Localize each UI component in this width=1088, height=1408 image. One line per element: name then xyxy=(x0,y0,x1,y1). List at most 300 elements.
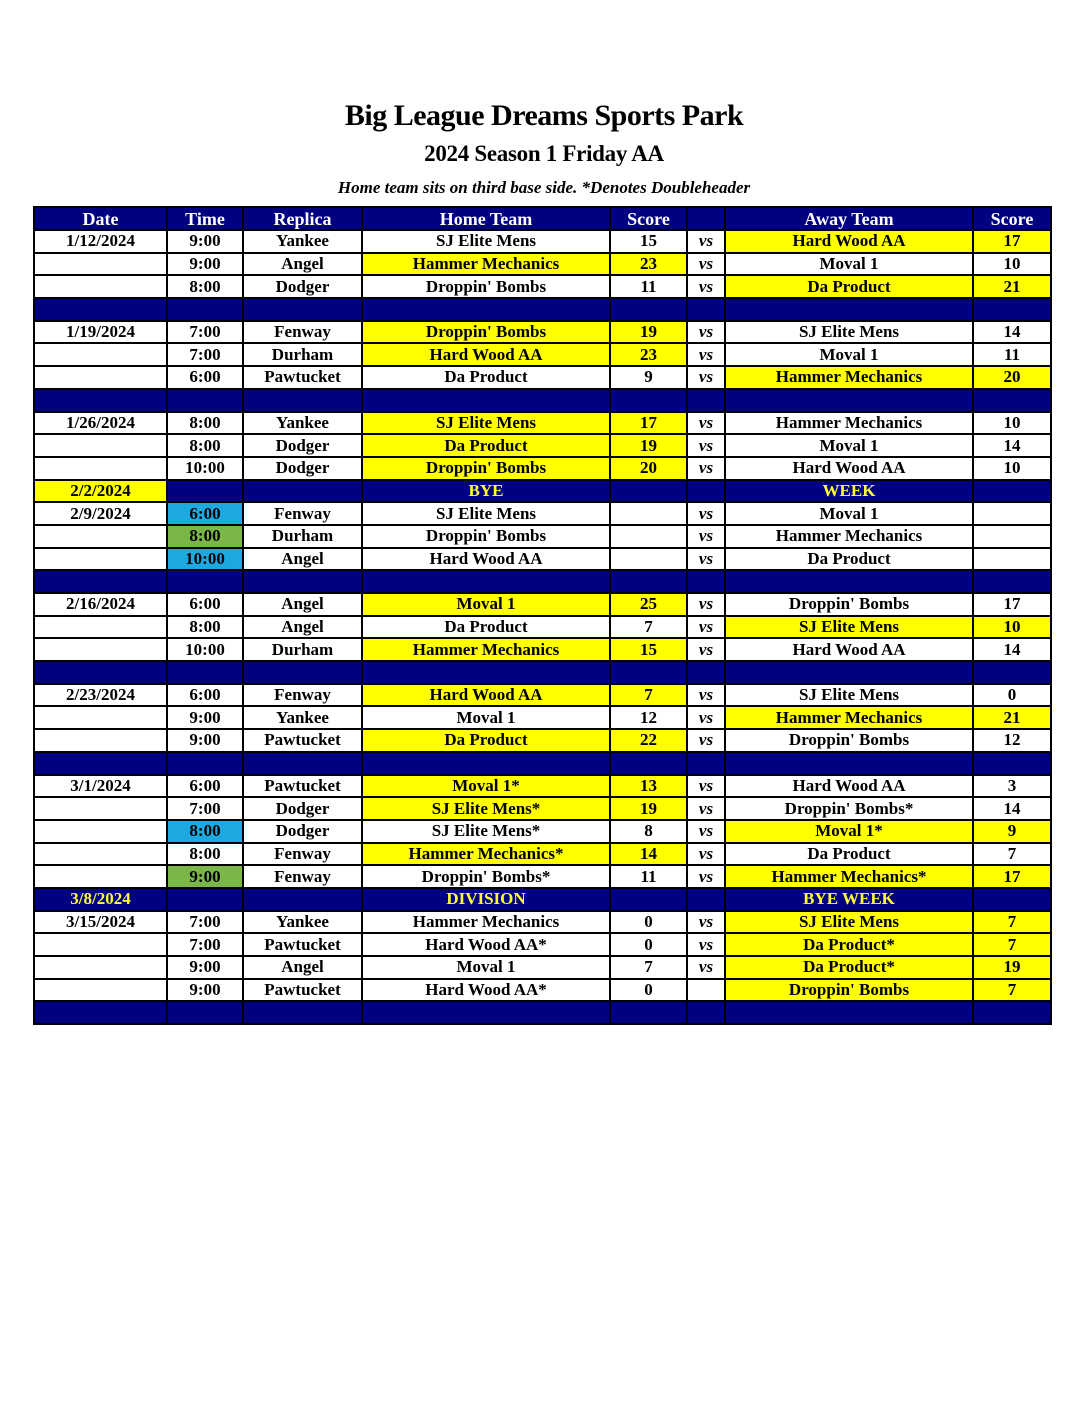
vs-cell: vs xyxy=(687,457,725,480)
date-cell xyxy=(34,253,167,276)
home-team-cell: Da Product xyxy=(362,729,610,752)
home-score-cell xyxy=(610,502,687,525)
separator-cell xyxy=(610,661,687,684)
game-row xyxy=(34,956,1051,979)
date-cell xyxy=(34,457,167,480)
home-score-cell: 19 xyxy=(610,321,687,344)
separator-cell xyxy=(725,661,973,684)
away-team-cell: Da Product xyxy=(725,275,973,298)
away-score-cell: 10 xyxy=(973,253,1051,276)
date-cell xyxy=(34,616,167,639)
home-score-cell: 11 xyxy=(610,275,687,298)
empty-cell xyxy=(687,888,725,911)
date-cell xyxy=(34,797,167,820)
away-team-cell: Hammer Mechanics* xyxy=(725,865,973,888)
away-team-cell: Droppin' Bombs xyxy=(725,979,973,1002)
col-header-date: Date xyxy=(34,207,167,230)
separator-cell xyxy=(362,1001,610,1024)
empty-cell xyxy=(167,888,243,911)
time-cell: 10:00 xyxy=(167,638,243,661)
empty-cell xyxy=(167,480,243,503)
away-team-cell: Da Product* xyxy=(725,933,973,956)
replica-cell: Durham xyxy=(243,343,362,366)
schedule-table xyxy=(33,206,1052,1025)
away-score-cell: 7 xyxy=(973,979,1051,1002)
separator-cell xyxy=(243,570,362,593)
bye-week-row xyxy=(34,888,1051,911)
time-cell: 8:00 xyxy=(167,843,243,866)
vs-cell: vs xyxy=(687,434,725,457)
date-cell: 1/12/2024 xyxy=(34,230,167,253)
game-row xyxy=(34,253,1051,276)
separator-cell xyxy=(725,570,973,593)
empty-cell xyxy=(610,888,687,911)
col-header-time: Time xyxy=(167,207,243,230)
replica-cell: Yankee xyxy=(243,412,362,435)
home-team-cell: SJ Elite Mens* xyxy=(362,797,610,820)
time-cell: 8:00 xyxy=(167,820,243,843)
game-row xyxy=(34,593,1051,616)
separator-cell xyxy=(362,298,610,321)
separator-cell xyxy=(362,661,610,684)
home-team-cell: Droppin' Bombs xyxy=(362,321,610,344)
away-score-cell: 10 xyxy=(973,616,1051,639)
away-team-cell: Moval 1* xyxy=(725,820,973,843)
separator-cell xyxy=(167,752,243,775)
week-separator-row xyxy=(34,389,1051,412)
away-score-cell: 7 xyxy=(973,843,1051,866)
replica-cell: Dodger xyxy=(243,434,362,457)
bye-week-row xyxy=(34,480,1051,503)
home-score-cell: 13 xyxy=(610,775,687,798)
replica-cell: Fenway xyxy=(243,843,362,866)
home-team-cell: Droppin' Bombs xyxy=(362,457,610,480)
home-team-cell: Hammer Mechanics* xyxy=(362,843,610,866)
away-score-cell xyxy=(973,502,1051,525)
away-score-cell: 7 xyxy=(973,933,1051,956)
date-cell xyxy=(34,933,167,956)
empty-cell xyxy=(243,480,362,503)
separator-cell xyxy=(34,752,167,775)
separator-cell xyxy=(610,389,687,412)
away-score-cell xyxy=(973,548,1051,571)
game-row xyxy=(34,275,1051,298)
vs-cell: vs xyxy=(687,275,725,298)
separator-cell xyxy=(610,570,687,593)
away-score-cell: 9 xyxy=(973,820,1051,843)
game-row xyxy=(34,457,1051,480)
away-score-cell: 3 xyxy=(973,775,1051,798)
game-row xyxy=(34,412,1051,435)
replica-cell: Fenway xyxy=(243,321,362,344)
away-score-cell: 10 xyxy=(973,412,1051,435)
time-cell: 8:00 xyxy=(167,412,243,435)
away-team-cell: Hammer Mechanics xyxy=(725,525,973,548)
bye-label-home: DIVISION xyxy=(362,888,610,911)
away-team-cell: Moval 1 xyxy=(725,434,973,457)
replica-cell: Pawtucket xyxy=(243,729,362,752)
separator-cell xyxy=(34,1001,167,1024)
home-team-cell: Droppin' Bombs xyxy=(362,275,610,298)
vs-cell: vs xyxy=(687,230,725,253)
separator-cell xyxy=(687,570,725,593)
home-team-cell: SJ Elite Mens xyxy=(362,412,610,435)
vs-cell: vs xyxy=(687,911,725,934)
away-team-cell: SJ Elite Mens xyxy=(725,616,973,639)
replica-cell: Yankee xyxy=(243,706,362,729)
game-row xyxy=(34,729,1051,752)
date-cell xyxy=(34,548,167,571)
away-score-cell: 12 xyxy=(973,729,1051,752)
replica-cell: Yankee xyxy=(243,911,362,934)
replica-cell: Fenway xyxy=(243,865,362,888)
home-score-cell xyxy=(610,525,687,548)
home-team-cell: Moval 1* xyxy=(362,775,610,798)
col-header-away-team: Away Team xyxy=(725,207,973,230)
date-cell xyxy=(34,343,167,366)
separator-cell xyxy=(687,661,725,684)
replica-cell: Yankee xyxy=(243,230,362,253)
time-cell: 7:00 xyxy=(167,797,243,820)
home-score-cell: 8 xyxy=(610,820,687,843)
home-score-cell: 15 xyxy=(610,638,687,661)
game-row xyxy=(34,775,1051,798)
date-cell xyxy=(34,366,167,389)
separator-cell xyxy=(687,752,725,775)
away-team-cell: Da Product xyxy=(725,843,973,866)
home-score-cell: 7 xyxy=(610,956,687,979)
home-team-cell: Hard Wood AA xyxy=(362,343,610,366)
date-cell: 2/9/2024 xyxy=(34,502,167,525)
col-header-vs xyxy=(687,207,725,230)
home-team-cell: Hard Wood AA xyxy=(362,548,610,571)
home-score-cell: 23 xyxy=(610,253,687,276)
time-cell: 9:00 xyxy=(167,956,243,979)
replica-cell: Durham xyxy=(243,525,362,548)
home-score-cell: 19 xyxy=(610,797,687,820)
date-cell xyxy=(34,525,167,548)
home-score-cell: 0 xyxy=(610,933,687,956)
home-score-cell: 19 xyxy=(610,434,687,457)
home-score-cell: 7 xyxy=(610,616,687,639)
separator-cell xyxy=(362,570,610,593)
vs-cell: vs xyxy=(687,706,725,729)
game-row xyxy=(34,820,1051,843)
separator-cell xyxy=(362,752,610,775)
week-separator-row xyxy=(34,752,1051,775)
date-cell xyxy=(34,956,167,979)
home-score-cell: 7 xyxy=(610,684,687,707)
home-team-cell: Hammer Mechanics xyxy=(362,253,610,276)
vs-cell: vs xyxy=(687,616,725,639)
empty-cell xyxy=(687,480,725,503)
away-score-cell: 17 xyxy=(973,230,1051,253)
separator-cell xyxy=(973,570,1051,593)
game-row xyxy=(34,933,1051,956)
game-row xyxy=(34,502,1051,525)
home-score-cell: 0 xyxy=(610,979,687,1002)
separator-cell xyxy=(34,389,167,412)
separator-cell xyxy=(610,752,687,775)
game-row xyxy=(34,797,1051,820)
away-team-cell: Moval 1 xyxy=(725,343,973,366)
replica-cell: Dodger xyxy=(243,457,362,480)
time-cell: 6:00 xyxy=(167,502,243,525)
time-cell: 7:00 xyxy=(167,933,243,956)
game-row xyxy=(34,434,1051,457)
col-header-replica: Replica xyxy=(243,207,362,230)
away-team-cell: SJ Elite Mens xyxy=(725,911,973,934)
date-cell xyxy=(34,820,167,843)
col-header-home-score: Score xyxy=(610,207,687,230)
away-score-cell: 11 xyxy=(973,343,1051,366)
separator-cell xyxy=(167,570,243,593)
separator-cell xyxy=(973,389,1051,412)
replica-cell: Pawtucket xyxy=(243,366,362,389)
date-cell xyxy=(34,706,167,729)
time-cell: 6:00 xyxy=(167,366,243,389)
replica-cell: Angel xyxy=(243,956,362,979)
home-score-cell xyxy=(610,548,687,571)
time-cell: 7:00 xyxy=(167,911,243,934)
separator-cell xyxy=(725,1001,973,1024)
game-row xyxy=(34,638,1051,661)
home-score-cell: 11 xyxy=(610,865,687,888)
home-score-cell: 22 xyxy=(610,729,687,752)
vs-cell: vs xyxy=(687,525,725,548)
date-cell xyxy=(34,865,167,888)
separator-cell xyxy=(725,389,973,412)
away-team-cell: Hard Wood AA xyxy=(725,775,973,798)
away-score-cell: 19 xyxy=(973,956,1051,979)
away-team-cell: Droppin' Bombs xyxy=(725,593,973,616)
time-cell: 9:00 xyxy=(167,979,243,1002)
home-team-cell: Moval 1 xyxy=(362,706,610,729)
replica-cell: Pawtucket xyxy=(243,933,362,956)
date-cell: 3/8/2024 xyxy=(34,888,167,911)
separator-cell xyxy=(34,661,167,684)
bye-label-away: BYE WEEK xyxy=(725,888,973,911)
time-cell: 6:00 xyxy=(167,684,243,707)
vs-cell: vs xyxy=(687,956,725,979)
replica-cell: Dodger xyxy=(243,797,362,820)
replica-cell: Angel xyxy=(243,548,362,571)
time-cell: 6:00 xyxy=(167,593,243,616)
vs-cell: vs xyxy=(687,593,725,616)
replica-cell: Angel xyxy=(243,616,362,639)
separator-cell xyxy=(167,661,243,684)
game-row xyxy=(34,684,1051,707)
away-team-cell: SJ Elite Mens xyxy=(725,684,973,707)
away-score-cell: 14 xyxy=(973,434,1051,457)
away-score-cell: 17 xyxy=(973,865,1051,888)
game-row xyxy=(34,843,1051,866)
empty-cell xyxy=(973,480,1051,503)
vs-cell: vs xyxy=(687,729,725,752)
time-cell: 9:00 xyxy=(167,729,243,752)
schedule-body xyxy=(34,230,1051,1024)
replica-cell: Dodger xyxy=(243,820,362,843)
game-row xyxy=(34,366,1051,389)
replica-cell: Pawtucket xyxy=(243,979,362,1002)
week-separator-row xyxy=(34,570,1051,593)
separator-cell xyxy=(167,389,243,412)
vs-cell: vs xyxy=(687,638,725,661)
away-score-cell: 0 xyxy=(973,684,1051,707)
away-score-cell: 21 xyxy=(973,706,1051,729)
away-team-cell: Da Product* xyxy=(725,956,973,979)
vs-cell: vs xyxy=(687,843,725,866)
replica-cell: Angel xyxy=(243,593,362,616)
date-cell: 1/19/2024 xyxy=(34,321,167,344)
game-row xyxy=(34,525,1051,548)
separator-cell xyxy=(725,752,973,775)
home-team-cell: Droppin' Bombs* xyxy=(362,865,610,888)
home-team-cell: Hard Wood AA* xyxy=(362,979,610,1002)
date-cell xyxy=(34,638,167,661)
game-row xyxy=(34,911,1051,934)
game-row xyxy=(34,616,1051,639)
game-row xyxy=(34,865,1051,888)
vs-cell: vs xyxy=(687,865,725,888)
week-separator-row xyxy=(34,298,1051,321)
home-team-cell: Hammer Mechanics xyxy=(362,638,610,661)
date-cell xyxy=(34,843,167,866)
game-row xyxy=(34,230,1051,253)
vs-cell: vs xyxy=(687,684,725,707)
time-cell: 9:00 xyxy=(167,230,243,253)
home-score-cell: 9 xyxy=(610,366,687,389)
time-cell: 9:00 xyxy=(167,865,243,888)
home-team-cell: Hammer Mechanics xyxy=(362,911,610,934)
time-cell: 6:00 xyxy=(167,775,243,798)
time-cell: 8:00 xyxy=(167,275,243,298)
separator-cell xyxy=(973,661,1051,684)
empty-cell xyxy=(243,888,362,911)
home-score-cell: 23 xyxy=(610,343,687,366)
time-cell: 7:00 xyxy=(167,321,243,344)
time-cell: 9:00 xyxy=(167,706,243,729)
date-cell xyxy=(34,275,167,298)
home-team-cell: Hard Wood AA xyxy=(362,684,610,707)
time-cell: 10:00 xyxy=(167,548,243,571)
separator-cell xyxy=(687,298,725,321)
away-score-cell: 7 xyxy=(973,911,1051,934)
page-title: Big League Dreams Sports Park xyxy=(344,99,744,132)
away-team-cell: Da Product xyxy=(725,548,973,571)
replica-cell: Dodger xyxy=(243,275,362,298)
replica-cell: Fenway xyxy=(243,684,362,707)
home-team-cell: SJ Elite Mens xyxy=(362,230,610,253)
empty-cell xyxy=(610,480,687,503)
separator-cell xyxy=(243,661,362,684)
separator-cell xyxy=(34,570,167,593)
replica-cell: Pawtucket xyxy=(243,775,362,798)
week-separator-row xyxy=(34,661,1051,684)
date-cell xyxy=(34,979,167,1002)
home-team-cell: Da Product xyxy=(362,616,610,639)
home-team-cell: SJ Elite Mens xyxy=(362,502,610,525)
col-header-home-team: Home Team xyxy=(362,207,610,230)
away-score-cell: 20 xyxy=(973,366,1051,389)
away-score-cell xyxy=(973,525,1051,548)
away-score-cell: 10 xyxy=(973,457,1051,480)
away-team-cell: SJ Elite Mens xyxy=(725,321,973,344)
game-row xyxy=(34,343,1051,366)
separator-cell xyxy=(243,752,362,775)
date-cell: 2/2/2024 xyxy=(34,480,167,503)
separator-cell xyxy=(610,1001,687,1024)
away-team-cell: Hard Wood AA xyxy=(725,457,973,480)
page-subtitle: 2024 Season 1 Friday AA xyxy=(424,141,664,166)
separator-cell xyxy=(687,1001,725,1024)
empty-cell xyxy=(973,888,1051,911)
time-cell: 8:00 xyxy=(167,616,243,639)
replica-cell: Fenway xyxy=(243,502,362,525)
vs-cell: vs xyxy=(687,820,725,843)
away-team-cell: Hammer Mechanics xyxy=(725,412,973,435)
home-team-cell: Hard Wood AA* xyxy=(362,933,610,956)
week-separator-row xyxy=(34,1001,1051,1024)
vs-cell: vs xyxy=(687,933,725,956)
schedule-note: Home team sits on third base side. *Denotes Doubleheader xyxy=(337,178,751,197)
home-score-cell: 20 xyxy=(610,457,687,480)
vs-cell: vs xyxy=(687,775,725,798)
vs-cell: vs xyxy=(687,412,725,435)
date-cell: 1/26/2024 xyxy=(34,412,167,435)
away-score-cell: 14 xyxy=(973,797,1051,820)
time-cell: 8:00 xyxy=(167,525,243,548)
vs-cell: vs xyxy=(687,343,725,366)
home-score-cell: 0 xyxy=(610,911,687,934)
home-score-cell: 14 xyxy=(610,843,687,866)
vs-cell xyxy=(687,979,725,1002)
vs-cell: vs xyxy=(687,797,725,820)
separator-cell xyxy=(610,298,687,321)
away-team-cell: Hammer Mechanics xyxy=(725,366,973,389)
replica-cell: Angel xyxy=(243,253,362,276)
away-team-cell: Droppin' Bombs* xyxy=(725,797,973,820)
home-team-cell: SJ Elite Mens* xyxy=(362,820,610,843)
date-cell: 3/1/2024 xyxy=(34,775,167,798)
separator-cell xyxy=(973,1001,1051,1024)
home-score-cell: 17 xyxy=(610,412,687,435)
away-team-cell: Moval 1 xyxy=(725,502,973,525)
away-team-cell: Hard Wood AA xyxy=(725,638,973,661)
time-cell: 8:00 xyxy=(167,434,243,457)
vs-cell: vs xyxy=(687,548,725,571)
date-cell xyxy=(34,434,167,457)
separator-cell xyxy=(687,389,725,412)
separator-cell xyxy=(167,298,243,321)
separator-cell xyxy=(167,1001,243,1024)
away-team-cell: Droppin' Bombs xyxy=(725,729,973,752)
game-row xyxy=(34,706,1051,729)
time-cell: 9:00 xyxy=(167,253,243,276)
time-cell: 10:00 xyxy=(167,457,243,480)
away-team-cell: Hard Wood AA xyxy=(725,230,973,253)
home-team-cell: Moval 1 xyxy=(362,593,610,616)
bye-label-away: WEEK xyxy=(725,480,973,503)
away-score-cell: 17 xyxy=(973,593,1051,616)
home-team-cell: Droppin' Bombs xyxy=(362,525,610,548)
separator-cell xyxy=(243,389,362,412)
separator-cell xyxy=(34,298,167,321)
col-header-away-score: Score xyxy=(973,207,1051,230)
home-score-cell: 12 xyxy=(610,706,687,729)
game-row xyxy=(34,321,1051,344)
home-team-cell: Moval 1 xyxy=(362,956,610,979)
